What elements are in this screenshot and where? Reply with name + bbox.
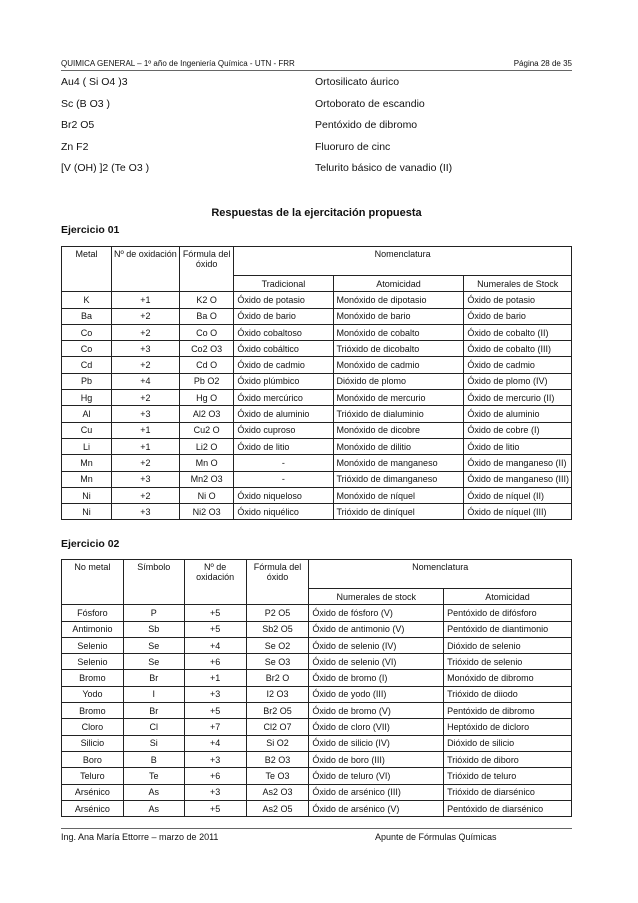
- table-row: [62, 292, 572, 308]
- formula-row: [61, 115, 572, 137]
- stock-cell: Óxido de bario: [464, 308, 572, 324]
- formula-cell: Ba O: [179, 308, 234, 324]
- atomicidad-cell: Trióxido de diiodo: [444, 686, 572, 702]
- table-row: [62, 308, 572, 324]
- symbol-cell: Sb: [123, 621, 184, 637]
- col-header-oxidation: Nº de oxidación: [111, 247, 179, 292]
- oxidation-cell: +3: [111, 471, 179, 487]
- table-row: [62, 373, 572, 389]
- metal-cell: Mn: [62, 471, 112, 487]
- table-row: [62, 390, 572, 406]
- formula-cell: K2 O: [179, 292, 234, 308]
- oxidation-cell: +1: [111, 438, 179, 454]
- atomicidad-cell: Trióxido de dialuminio: [333, 406, 464, 422]
- atomicidad-cell: Pentóxido de diantimonio: [444, 621, 572, 637]
- table-row: [62, 605, 572, 621]
- atomicidad-cell: Heptóxido de dicloro: [444, 719, 572, 735]
- atomicidad-cell: Dióxido de silicio: [444, 735, 572, 751]
- stock-cell: Óxido de antimonio (V): [309, 621, 444, 637]
- metal-cell: Cu: [62, 422, 112, 438]
- symbol-cell: As: [123, 784, 184, 800]
- stock-cell: Óxido de cobalto (III): [464, 341, 572, 357]
- col-header-formula: Fórmula del óxido: [179, 247, 234, 292]
- stock-cell: Óxido de níquel (III): [464, 504, 572, 520]
- formula-cell: Cu2 O: [179, 422, 234, 438]
- table-row: [62, 341, 572, 357]
- oxidation-cell: +2: [111, 357, 179, 373]
- table-row: [62, 670, 572, 686]
- stock-cell: Óxido de yodo (III): [309, 686, 444, 702]
- col-header-atomicidad: Atomicidad: [333, 276, 464, 292]
- table-row: [62, 654, 572, 670]
- formula-list: [61, 72, 572, 180]
- formula-text: Zn F2: [61, 140, 89, 153]
- oxidation-cell: +6: [184, 654, 246, 670]
- header-course: QUIMICA GENERAL – 1º año de Ingeniería Química - UTN - FRR: [61, 59, 295, 68]
- formula-cell: Hg O: [179, 390, 234, 406]
- oxidation-cell: +3: [184, 751, 246, 767]
- formula-name: Fluoruro de cinc: [315, 140, 391, 153]
- page-header: [61, 50, 572, 71]
- stock-cell: Óxido de boro (III): [309, 751, 444, 767]
- formula-cell: B2 O3: [246, 751, 309, 767]
- oxidation-cell: +1: [111, 292, 179, 308]
- col-header-nomenclatura: Nomenclatura: [309, 560, 572, 589]
- formula-cell: Te O3: [246, 768, 309, 784]
- atomicidad-cell: Trióxido de diboro: [444, 751, 572, 767]
- table-row: [62, 768, 572, 784]
- formula-cell: As2 O5: [246, 800, 309, 816]
- metal-cell: Co: [62, 324, 112, 340]
- atomicidad-cell: Pentóxido de difósforo: [444, 605, 572, 621]
- symbol-cell: As: [123, 800, 184, 816]
- no-metal-cell: Bromo: [62, 670, 124, 686]
- metal-cell: Hg: [62, 390, 112, 406]
- formula-text: Au4 ( Si O4 )3: [61, 76, 128, 88]
- oxidation-cell: +4: [184, 637, 246, 653]
- footer-author: Ing. Ana María Ettorre – marzo de 2011: [61, 832, 219, 842]
- oxidation-cell: +7: [184, 719, 246, 735]
- tradicional-cell: Óxido niqueloso: [234, 487, 333, 503]
- metal-cell: Mn: [62, 455, 112, 471]
- header-page-number: Página 28 de 35: [513, 59, 572, 68]
- stock-cell: Óxido de silicio (IV): [309, 735, 444, 751]
- col-header-metal: Metal: [62, 247, 112, 292]
- table-row: [62, 324, 572, 340]
- atomicidad-cell: Dióxido de plomo: [333, 373, 464, 389]
- oxidation-cell: +1: [184, 670, 246, 686]
- ejercicio-01-table: [61, 246, 572, 520]
- table-row: [62, 455, 572, 471]
- formula-cell: Pb O2: [179, 373, 234, 389]
- symbol-cell: I: [123, 686, 184, 702]
- tradicional-cell: Óxido mercúrico: [234, 390, 333, 406]
- metal-cell: Ni: [62, 487, 112, 503]
- symbol-cell: Te: [123, 768, 184, 784]
- symbol-cell: P: [123, 605, 184, 621]
- stock-cell: Óxido de bromo (V): [309, 703, 444, 719]
- ejercicio-02-table: [61, 559, 572, 817]
- col-header-stock: Numerales de stock: [309, 589, 444, 605]
- oxidation-cell: +5: [184, 605, 246, 621]
- stock-cell: Óxido de cloro (VII): [309, 719, 444, 735]
- formula-name: Pentóxido de dibromo: [315, 119, 418, 131]
- no-metal-cell: Arsénico: [62, 800, 124, 816]
- col-header-nomenclatura: Nomenclatura: [234, 247, 572, 276]
- oxidation-cell: +2: [111, 455, 179, 471]
- tradicional-cell: Óxido cuproso: [234, 422, 333, 438]
- tradicional-cell: -: [234, 455, 333, 471]
- symbol-cell: Br: [123, 670, 184, 686]
- no-metal-cell: Cloro: [62, 719, 124, 735]
- symbol-cell: Br: [123, 703, 184, 719]
- metal-cell: Li: [62, 438, 112, 454]
- atomicidad-cell: Monóxido de dicobre: [333, 422, 464, 438]
- formula-cell: Al2 O3: [179, 406, 234, 422]
- no-metal-cell: Antimonio: [62, 621, 124, 637]
- table-row: [62, 637, 572, 653]
- col-header-no-metal: No metal: [62, 560, 124, 605]
- formula-cell: As2 O3: [246, 784, 309, 800]
- tradicional-cell: Óxido niquélico: [234, 504, 333, 520]
- stock-cell: Óxido de mercurio (II): [464, 390, 572, 406]
- formula-row: [61, 158, 572, 180]
- no-metal-cell: Arsénico: [62, 784, 124, 800]
- stock-cell: Óxido de manganeso (III): [464, 471, 572, 487]
- oxidation-cell: +2: [111, 390, 179, 406]
- tradicional-cell: Óxido de cadmio: [234, 357, 333, 373]
- atomicidad-cell: Trióxido de teluro: [444, 768, 572, 784]
- tradicional-cell: Óxido de potasio: [234, 292, 333, 308]
- atomicidad-cell: Monóxido de bario: [333, 308, 464, 324]
- stock-cell: Óxido de arsénico (III): [309, 784, 444, 800]
- atomicidad-cell: Monóxido de manganeso: [333, 455, 464, 471]
- tradicional-cell: Óxido cobaltoso: [234, 324, 333, 340]
- table-row: [62, 406, 572, 422]
- oxidation-cell: +1: [111, 422, 179, 438]
- table-row: [62, 784, 572, 800]
- ejercicio-01-title: Ejercicio 01: [61, 224, 120, 236]
- formula-cell: Si O2: [246, 735, 309, 751]
- ejercicio-02-title: Ejercicio 02: [61, 538, 120, 550]
- formula-cell: Br2 O5: [246, 703, 309, 719]
- col-header-stock: Numerales de Stock: [464, 276, 572, 292]
- formula-name: Ortosilicato áurico: [315, 76, 400, 88]
- page-footer: [61, 828, 572, 843]
- table-row: [62, 621, 572, 637]
- oxidation-cell: +4: [184, 735, 246, 751]
- atomicidad-cell: Pentóxido de dibromo: [444, 703, 572, 719]
- table-row: [62, 357, 572, 373]
- stock-cell: Óxido de fósforo (V): [309, 605, 444, 621]
- formula-cell: Cl2 O7: [246, 719, 309, 735]
- atomicidad-cell: Trióxido de diarsénico: [444, 784, 572, 800]
- table-row: [62, 686, 572, 702]
- symbol-cell: Si: [123, 735, 184, 751]
- oxidation-cell: +5: [184, 703, 246, 719]
- col-header-tradicional: Tradicional: [234, 276, 333, 292]
- oxidation-cell: +6: [184, 768, 246, 784]
- formula-cell: Co2 O3: [179, 341, 234, 357]
- formula-cell: Li2 O: [179, 438, 234, 454]
- tradicional-cell: Óxido de aluminio: [234, 406, 333, 422]
- formula-cell: Ni2 O3: [179, 504, 234, 520]
- no-metal-cell: Boro: [62, 751, 124, 767]
- table-row: [62, 504, 572, 520]
- oxidation-cell: +2: [111, 487, 179, 503]
- oxidation-cell: +5: [184, 621, 246, 637]
- atomicidad-cell: Trióxido de diníquel: [333, 504, 464, 520]
- atomicidad-cell: Monóxido de dibromo: [444, 670, 572, 686]
- metal-cell: Ba: [62, 308, 112, 324]
- footer-document-title: Apunte de Fórmulas Químicas: [375, 832, 497, 842]
- metal-cell: Pb: [62, 373, 112, 389]
- table-row: [62, 471, 572, 487]
- formula-cell: Sb2 O5: [246, 621, 309, 637]
- stock-cell: Óxido de manganeso (II): [464, 455, 572, 471]
- symbol-cell: Se: [123, 637, 184, 653]
- formula-cell: Br2 O: [246, 670, 309, 686]
- formula-name: Telurito básico de vanadio (II): [315, 162, 453, 174]
- table-row: [62, 800, 572, 816]
- no-metal-cell: Yodo: [62, 686, 124, 702]
- stock-cell: Óxido de selenio (IV): [309, 637, 444, 653]
- stock-cell: Óxido de arsénico (V): [309, 800, 444, 816]
- stock-cell: Óxido de teluro (VI): [309, 768, 444, 784]
- atomicidad-cell: Monóxido de níquel: [333, 487, 464, 503]
- table-row: [62, 719, 572, 735]
- formula-cell: Se O3: [246, 654, 309, 670]
- metal-cell: K: [62, 292, 112, 308]
- tradicional-cell: Óxido plúmbico: [234, 373, 333, 389]
- oxidation-cell: +5: [184, 800, 246, 816]
- stock-cell: Óxido de bromo (I): [309, 670, 444, 686]
- atomicidad-cell: Dióxido de selenio: [444, 637, 572, 653]
- atomicidad-cell: Pentóxido de diarsénico: [444, 800, 572, 816]
- metal-cell: Co: [62, 341, 112, 357]
- oxidation-cell: +3: [111, 406, 179, 422]
- stock-cell: Óxido de cadmio: [464, 357, 572, 373]
- formula-cell: P2 O5: [246, 605, 309, 621]
- metal-cell: Al: [62, 406, 112, 422]
- formula-name: Ortoborato de escandio: [315, 97, 425, 110]
- formula-cell: Mn2 O3: [179, 471, 234, 487]
- formula-cell: I2 O3: [246, 686, 309, 702]
- no-metal-cell: Teluro: [62, 768, 124, 784]
- table-row: [62, 735, 572, 751]
- col-header-simbolo: Símbolo: [123, 560, 184, 605]
- atomicidad-cell: Trióxido de dicobalto: [333, 341, 464, 357]
- stock-cell: Óxido de potasio: [464, 292, 572, 308]
- formula-cell: Ni O: [179, 487, 234, 503]
- no-metal-cell: Silicio: [62, 735, 124, 751]
- oxidation-cell: +2: [111, 308, 179, 324]
- table-row: [62, 438, 572, 454]
- symbol-cell: B: [123, 751, 184, 767]
- table-row: [62, 751, 572, 767]
- formula-row: [61, 72, 572, 94]
- stock-cell: Óxido de selenio (VI): [309, 654, 444, 670]
- formula-cell: Mn O: [179, 455, 234, 471]
- col-header-oxidation: Nº de oxidación: [184, 560, 246, 605]
- tradicional-cell: Óxido de litio: [234, 438, 333, 454]
- atomicidad-cell: Monóxido de dipotasio: [333, 292, 464, 308]
- table-row: [62, 703, 572, 719]
- atomicidad-cell: Trióxido de selenio: [444, 654, 572, 670]
- oxidation-cell: +3: [111, 504, 179, 520]
- metal-cell: Cd: [62, 357, 112, 373]
- atomicidad-cell: Monóxido de dilitio: [333, 438, 464, 454]
- no-metal-cell: Selenio: [62, 637, 124, 653]
- formula-cell: Co O: [179, 324, 234, 340]
- formula-text: Br2 O5: [61, 119, 95, 131]
- formula-cell: Se O2: [246, 637, 309, 653]
- no-metal-cell: Fósforo: [62, 605, 124, 621]
- symbol-cell: Se: [123, 654, 184, 670]
- metal-cell: Ni: [62, 504, 112, 520]
- stock-cell: Óxido de litio: [464, 438, 572, 454]
- formula-row: [61, 94, 572, 116]
- atomicidad-cell: Monóxido de mercurio: [333, 390, 464, 406]
- stock-cell: Óxido de níquel (II): [464, 487, 572, 503]
- oxidation-cell: +3: [184, 784, 246, 800]
- formula-row: [61, 137, 572, 159]
- formula-text: [V (OH) ]2 (Te O3 ): [61, 162, 150, 174]
- stock-cell: Óxido de cobre (I): [464, 422, 572, 438]
- formula-cell: Cd O: [179, 357, 234, 373]
- no-metal-cell: Selenio: [62, 654, 124, 670]
- col-header-formula: Fórmula del óxido: [246, 560, 309, 605]
- stock-cell: Óxido de aluminio: [464, 406, 572, 422]
- oxidation-cell: +3: [184, 686, 246, 702]
- oxidation-cell: +3: [111, 341, 179, 357]
- atomicidad-cell: Monóxido de cobalto: [333, 324, 464, 340]
- symbol-cell: Cl: [123, 719, 184, 735]
- tradicional-cell: Óxido de bario: [234, 308, 333, 324]
- stock-cell: Óxido de cobalto (II): [464, 324, 572, 340]
- oxidation-cell: +2: [111, 324, 179, 340]
- tradicional-cell: -: [234, 471, 333, 487]
- table-row: [62, 487, 572, 503]
- stock-cell: Óxido de plomo (IV): [464, 373, 572, 389]
- oxidation-cell: +4: [111, 373, 179, 389]
- atomicidad-cell: Trióxido de dimanganeso: [333, 471, 464, 487]
- formula-text: Sc (B O3 ): [61, 97, 111, 110]
- no-metal-cell: Bromo: [62, 703, 124, 719]
- tradicional-cell: Óxido cobáltico: [234, 341, 333, 357]
- table-row: [62, 422, 572, 438]
- section-title: Respuestas de la ejercitación propuesta: [211, 207, 422, 219]
- atomicidad-cell: Monóxido de cadmio: [333, 357, 464, 373]
- col-header-atomicidad: Atomicidad: [444, 589, 572, 605]
